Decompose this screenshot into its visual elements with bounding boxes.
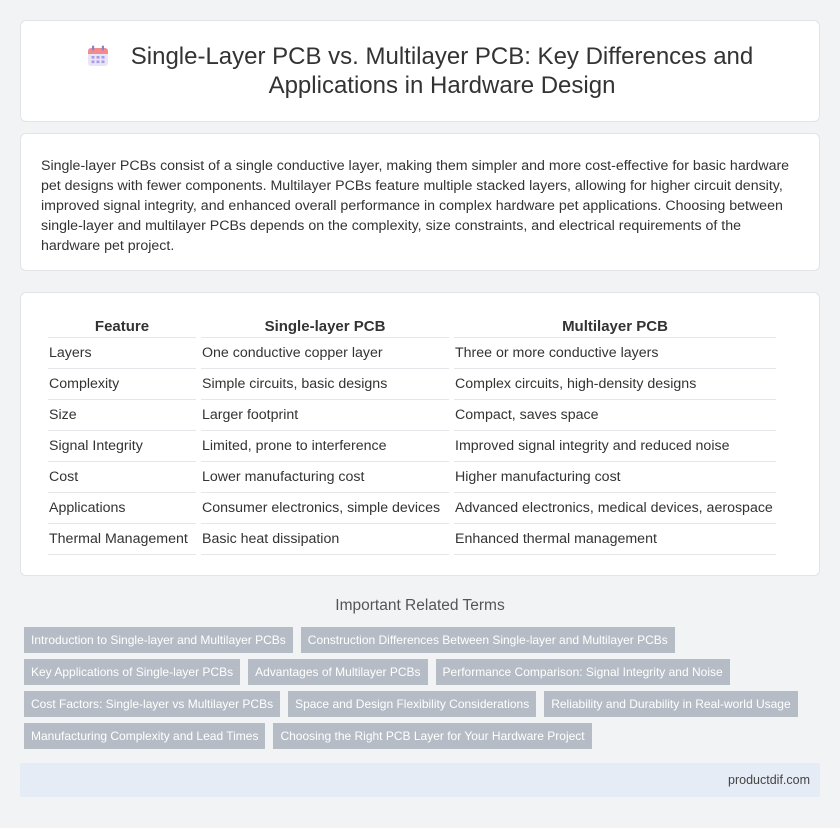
related-term-tag[interactable]: Cost Factors: Single-layer vs Multilayer PCBs [24,691,280,717]
feature-cell: Applications [48,493,196,524]
feature-cell: Layers [48,338,196,369]
header-multilayer: Multilayer PCB [454,317,776,338]
calendar-icon [87,45,109,67]
multilayer-cell: Compact, saves space [454,400,776,431]
comparison-table [43,317,781,555]
multilayer-cell: Advanced electronics, medical devices, aerospace [454,493,776,524]
feature-cell: Cost [48,462,196,493]
table-row [48,524,776,555]
multilayer-cell: Enhanced thermal management [454,524,776,555]
header-card [20,20,820,122]
related-term-tag[interactable]: Construction Differences Between Single-layer and Multilayer PCBs [301,627,675,653]
related-terms-title: Important Related Terms [335,597,505,614]
feature-cell: Size [48,400,196,431]
intro-card [20,133,820,271]
single-layer-cell: Simple circuits, basic designs [201,369,449,400]
single-layer-cell: One conductive copper layer [201,338,449,369]
single-layer-cell: Basic heat dissipation [201,524,449,555]
feature-cell: Signal Integrity [48,431,196,462]
comparison-card [20,292,820,576]
feature-cell: Thermal Management [48,524,196,555]
page-title [131,42,754,100]
header-feature: Feature [48,317,196,338]
multilayer-cell: Three or more conductive layers [454,338,776,369]
related-term-tag[interactable]: Key Applications of Single-layer PCBs [24,659,240,685]
related-term-tag[interactable]: Space and Design Flexibility Considerations [288,691,536,717]
related-term-tag[interactable]: Performance Comparison: Signal Integrity and Noise [436,659,730,685]
multilayer-cell: Improved signal integrity and reduced noise [454,431,776,462]
single-layer-cell: Limited, prone to interference [201,431,449,462]
page-title-line-1: Single-Layer PCB vs. Multilayer PCB: Key Differences and [130,43,754,70]
table-header-row [48,317,776,338]
related-terms-list [20,627,820,749]
page-title-line-2: Applications in Hardware Design [268,72,616,99]
related-term-tag[interactable]: Advantages of Multilayer PCBs [248,659,427,685]
feature-cell: Complexity [48,369,196,400]
related-term-tag[interactable]: Manufacturing Complexity and Lead Times [24,723,265,749]
table-row [48,400,776,431]
footer [20,763,820,797]
single-layer-cell: Larger footprint [201,400,449,431]
header-single-layer: Single-layer PCB [201,317,449,338]
table-row [48,431,776,462]
table-row [48,462,776,493]
single-layer-cell: Lower manufacturing cost [201,462,449,493]
related-term-tag[interactable]: Reliability and Durability in Real-world Usage [544,691,797,717]
related-term-tag[interactable]: Introduction to Single-layer and Multilayer PCBs [24,627,293,653]
intro-paragraph: Single-layer PCBs consist of a single conductive layer, making them simpler and more cost-effective for basic hardware pet designs with fewer components. Multilayer PCBs feature multiple stacked layers, allowing for higher circuit density, improved signal integrity, and enhanced overall performance in complex hardware pet applications. Choosing between single-layer and multilayer PCBs depends on the complexity, size constraints, and electrical requirements of the hardware pet project. [41,158,790,254]
table-row [48,369,776,400]
footer-site-link[interactable]: productdif.com [728,773,810,787]
multilayer-cell: Complex circuits, high-density designs [454,369,776,400]
table-row [48,338,776,369]
table-row [48,493,776,524]
related-term-tag[interactable]: Choosing the Right PCB Layer for Your Hardware Project [273,723,591,749]
multilayer-cell: Higher manufacturing cost [454,462,776,493]
single-layer-cell: Consumer electronics, simple devices [201,493,449,524]
